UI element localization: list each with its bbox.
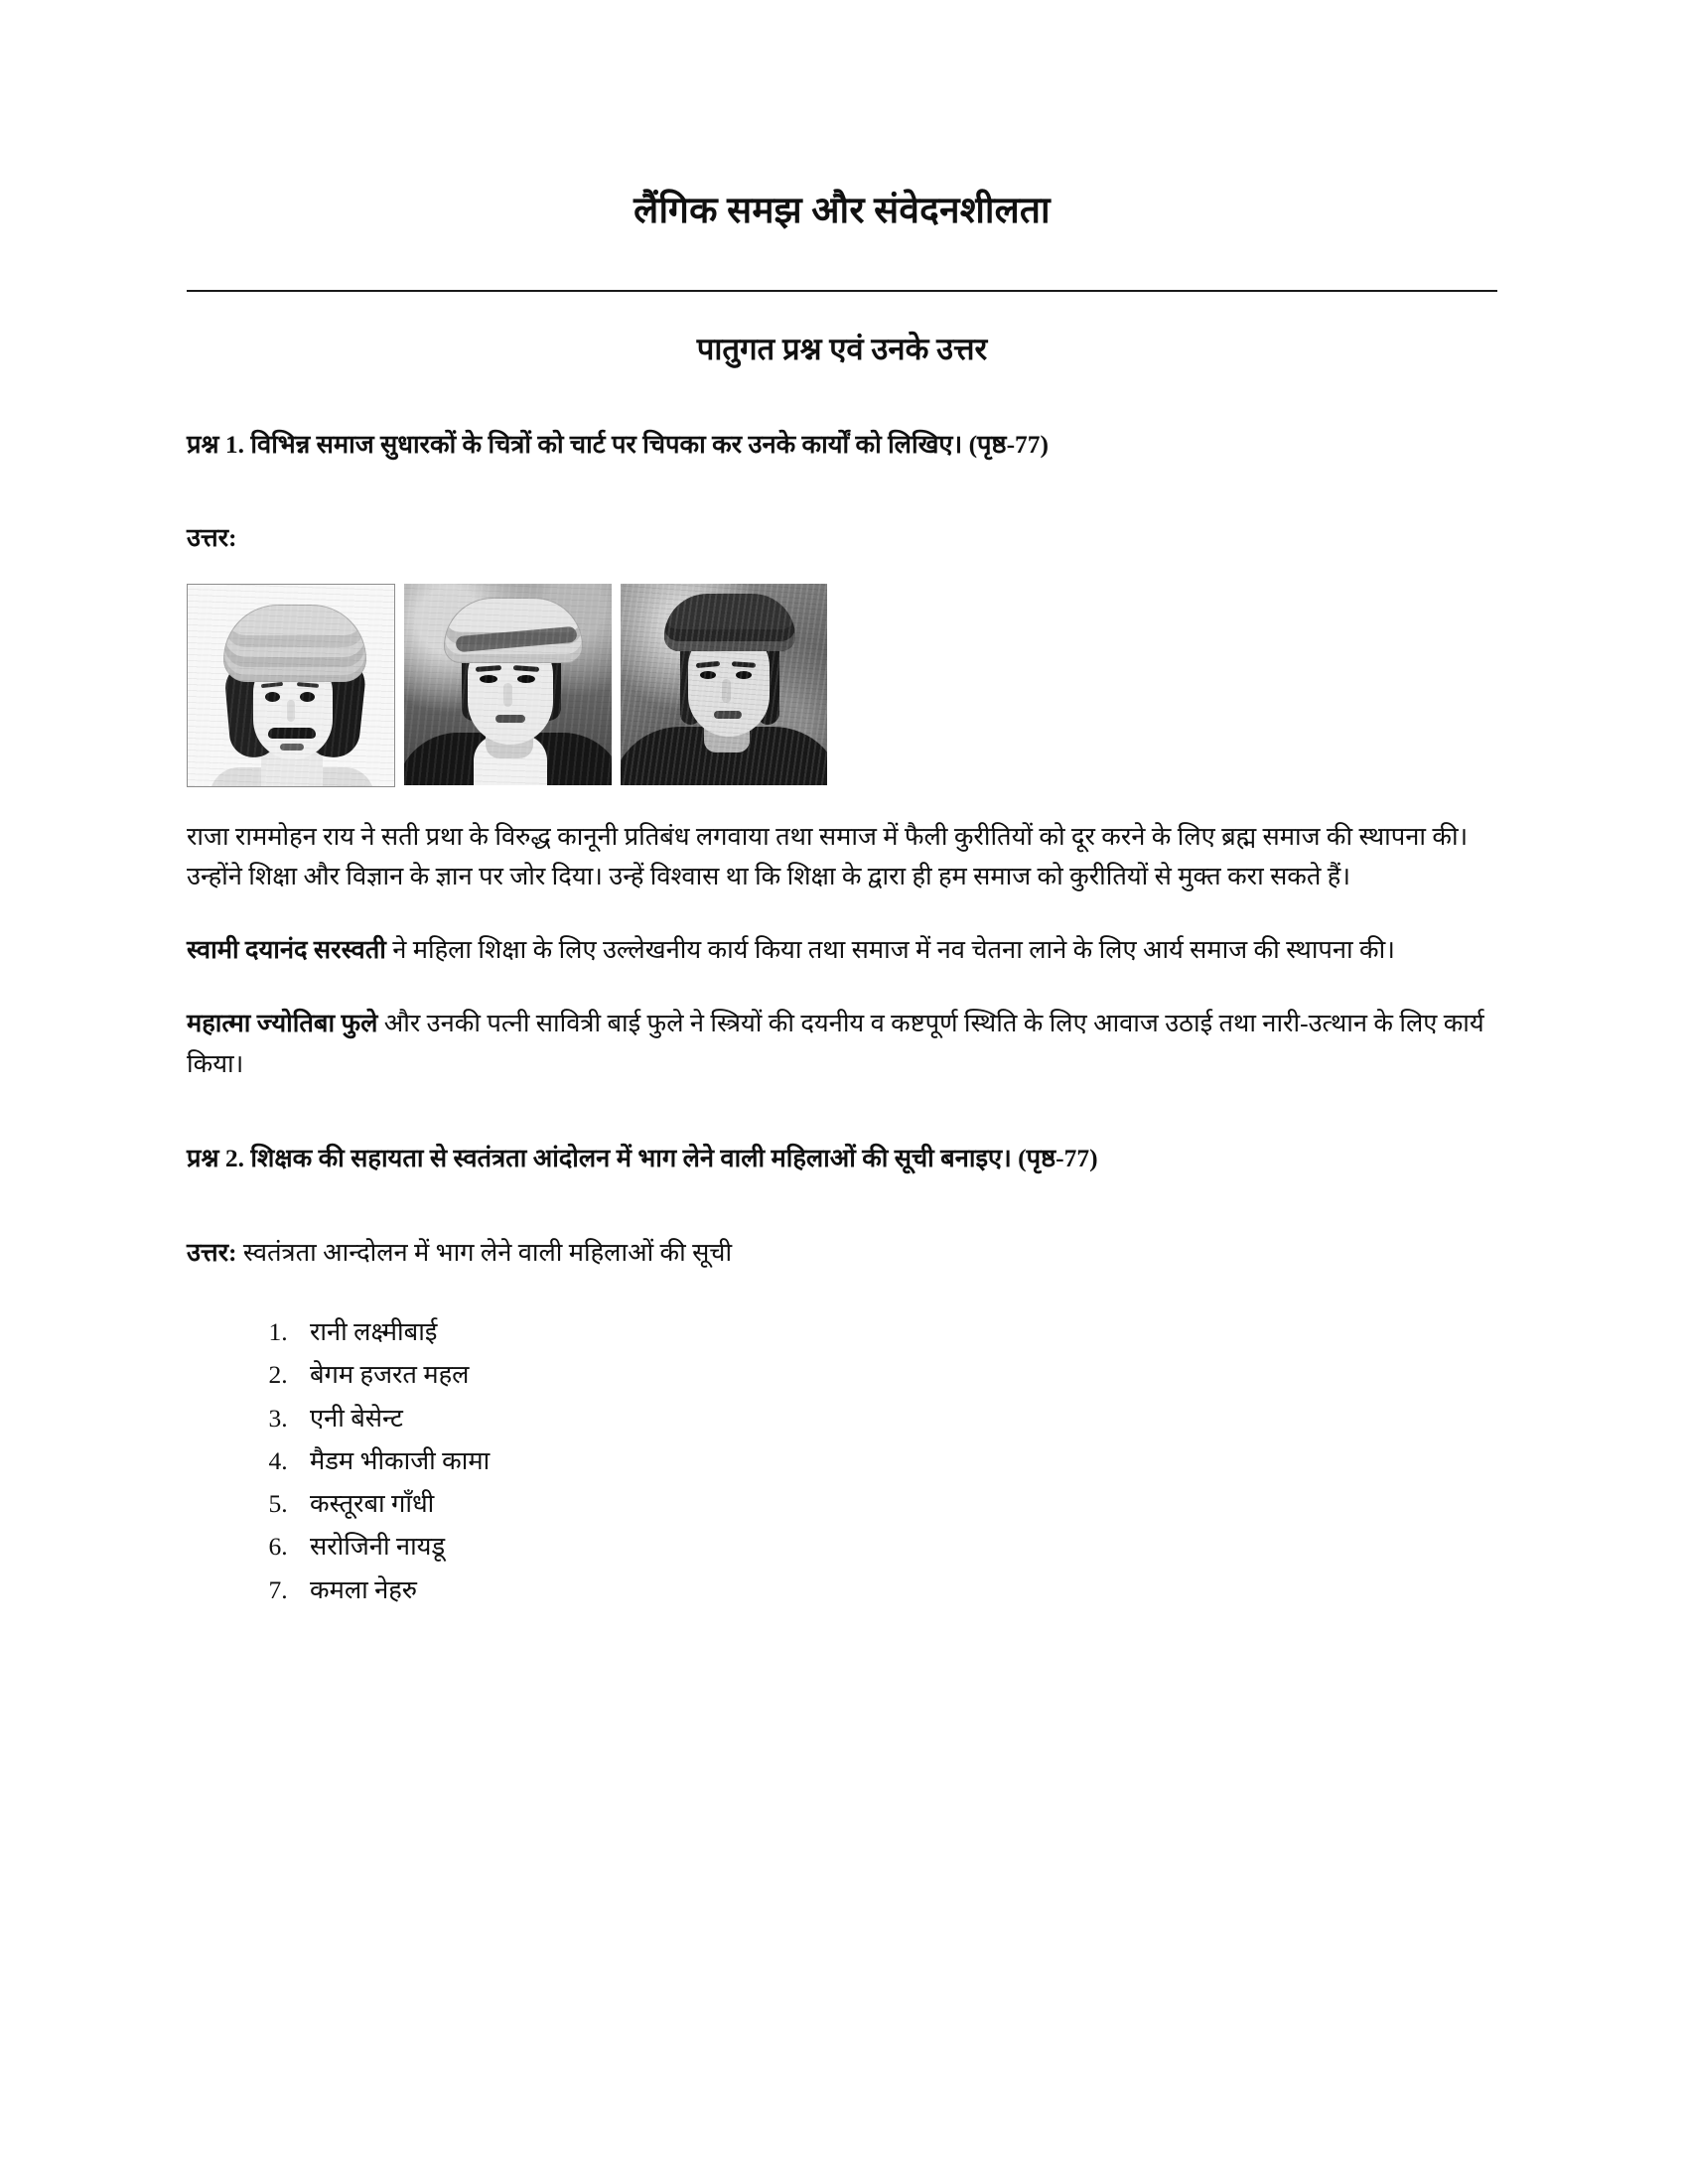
paragraph-dayanand-saraswati bbox=[187, 896, 1497, 970]
reformer-portrait-strip bbox=[187, 558, 827, 787]
list-item: 7. कमला नेहरु bbox=[294, 1570, 1497, 1610]
list-item: 2. बेगम हजरत महल bbox=[294, 1354, 1497, 1395]
portrait-mahatma-jyotiba-phule bbox=[621, 584, 827, 785]
portrait-swami-dayanand-saraswati bbox=[404, 584, 611, 785]
document-content bbox=[187, 0, 1497, 1612]
portrait-raja-ram-mohan-roy bbox=[187, 584, 395, 787]
paragraph-raja-ram-mohan-roy: राजा राममोहन राय ने सती प्रथा के विरुद्ध कानूनी प्रतिबंध लगवाया तथा समाज में फैली कुरीतियों को दूर करने के लिए ब्रह्म समाज की स्थापना की। उन्होंने शिक्षा और विज्ञान के ज्ञान पर जोर दिया। उन्हें विश्वास था कि शिक्षा के द्वारा ही हम समाज को कुरीतियों से मुक्त करा सकते हैं। bbox=[187, 821, 1469, 890]
list-item: 1. रानी लक्ष्मीबाई bbox=[294, 1311, 1497, 1352]
lead-dayanand-saraswati: स्वामी दयानंद सरस्वती bbox=[187, 935, 386, 965]
paragraph-dayanand-saraswati-rest: ने महिला शिक्षा के लिए उल्लेखनीय कार्य किया तथा समाज में नव चेतना लाने के लिए आर्य समाज की स्थापना की। bbox=[385, 935, 1395, 965]
page-title: लैंगिक समझ और संवेदनशीलता bbox=[633, 191, 1051, 231]
list-item: 5. कस्तूरबा गाँधी bbox=[294, 1483, 1497, 1524]
list-item: 3. एनी बेसेन्ट bbox=[294, 1398, 1497, 1438]
answer-1-label-line bbox=[187, 464, 1497, 557]
list-item: 6. सरोजिनी नायडू bbox=[294, 1526, 1497, 1567]
lead-jyotiba-phule: महात्मा ज्योतिबा फुले bbox=[187, 1009, 378, 1038]
list-item: 4. मैडम भीकाजी कामा bbox=[294, 1440, 1497, 1481]
page-subtitle: पातुगत प्रश्न एवं उनके उत्तर bbox=[696, 332, 988, 367]
answer-2-label: उत्तर: bbox=[187, 1237, 237, 1267]
answer-2-line bbox=[187, 1178, 1497, 1272]
answer-1-label: उत्तर: bbox=[187, 523, 237, 553]
women-freedom-fighters-list bbox=[187, 1272, 1497, 1610]
question-1-text: प्रश्न 1. विभिन्न समाज सुधारकों के चित्रों को चार्ट पर चिपका कर उनके कार्यों को लिखिए। (पृष्ठ-77) bbox=[187, 429, 1050, 459]
answer-2-text: स्वतंत्रता आन्दोलन में भाग लेने वाली महिलाओं की सूची bbox=[236, 1237, 733, 1267]
question-2-text: प्रश्न 2. शिक्षक की सहायता से स्वतंत्रता आंदोलन में भाग लेने वाली महिलाओं की सूची बनाइए। (पृष्ठ-77) bbox=[187, 1143, 1098, 1172]
paragraph-jyotiba-phule-rest: और उनकी पत्नी सावित्री बाई फुले ने स्त्रियों की दयनीय व कष्टपूर्ण स्थिति के लिए आवाज उठाई तथा नारी-उत्थान के लिए कार्य किया। bbox=[187, 1009, 1484, 1078]
paragraph-jyotiba-phule bbox=[187, 970, 1497, 1084]
